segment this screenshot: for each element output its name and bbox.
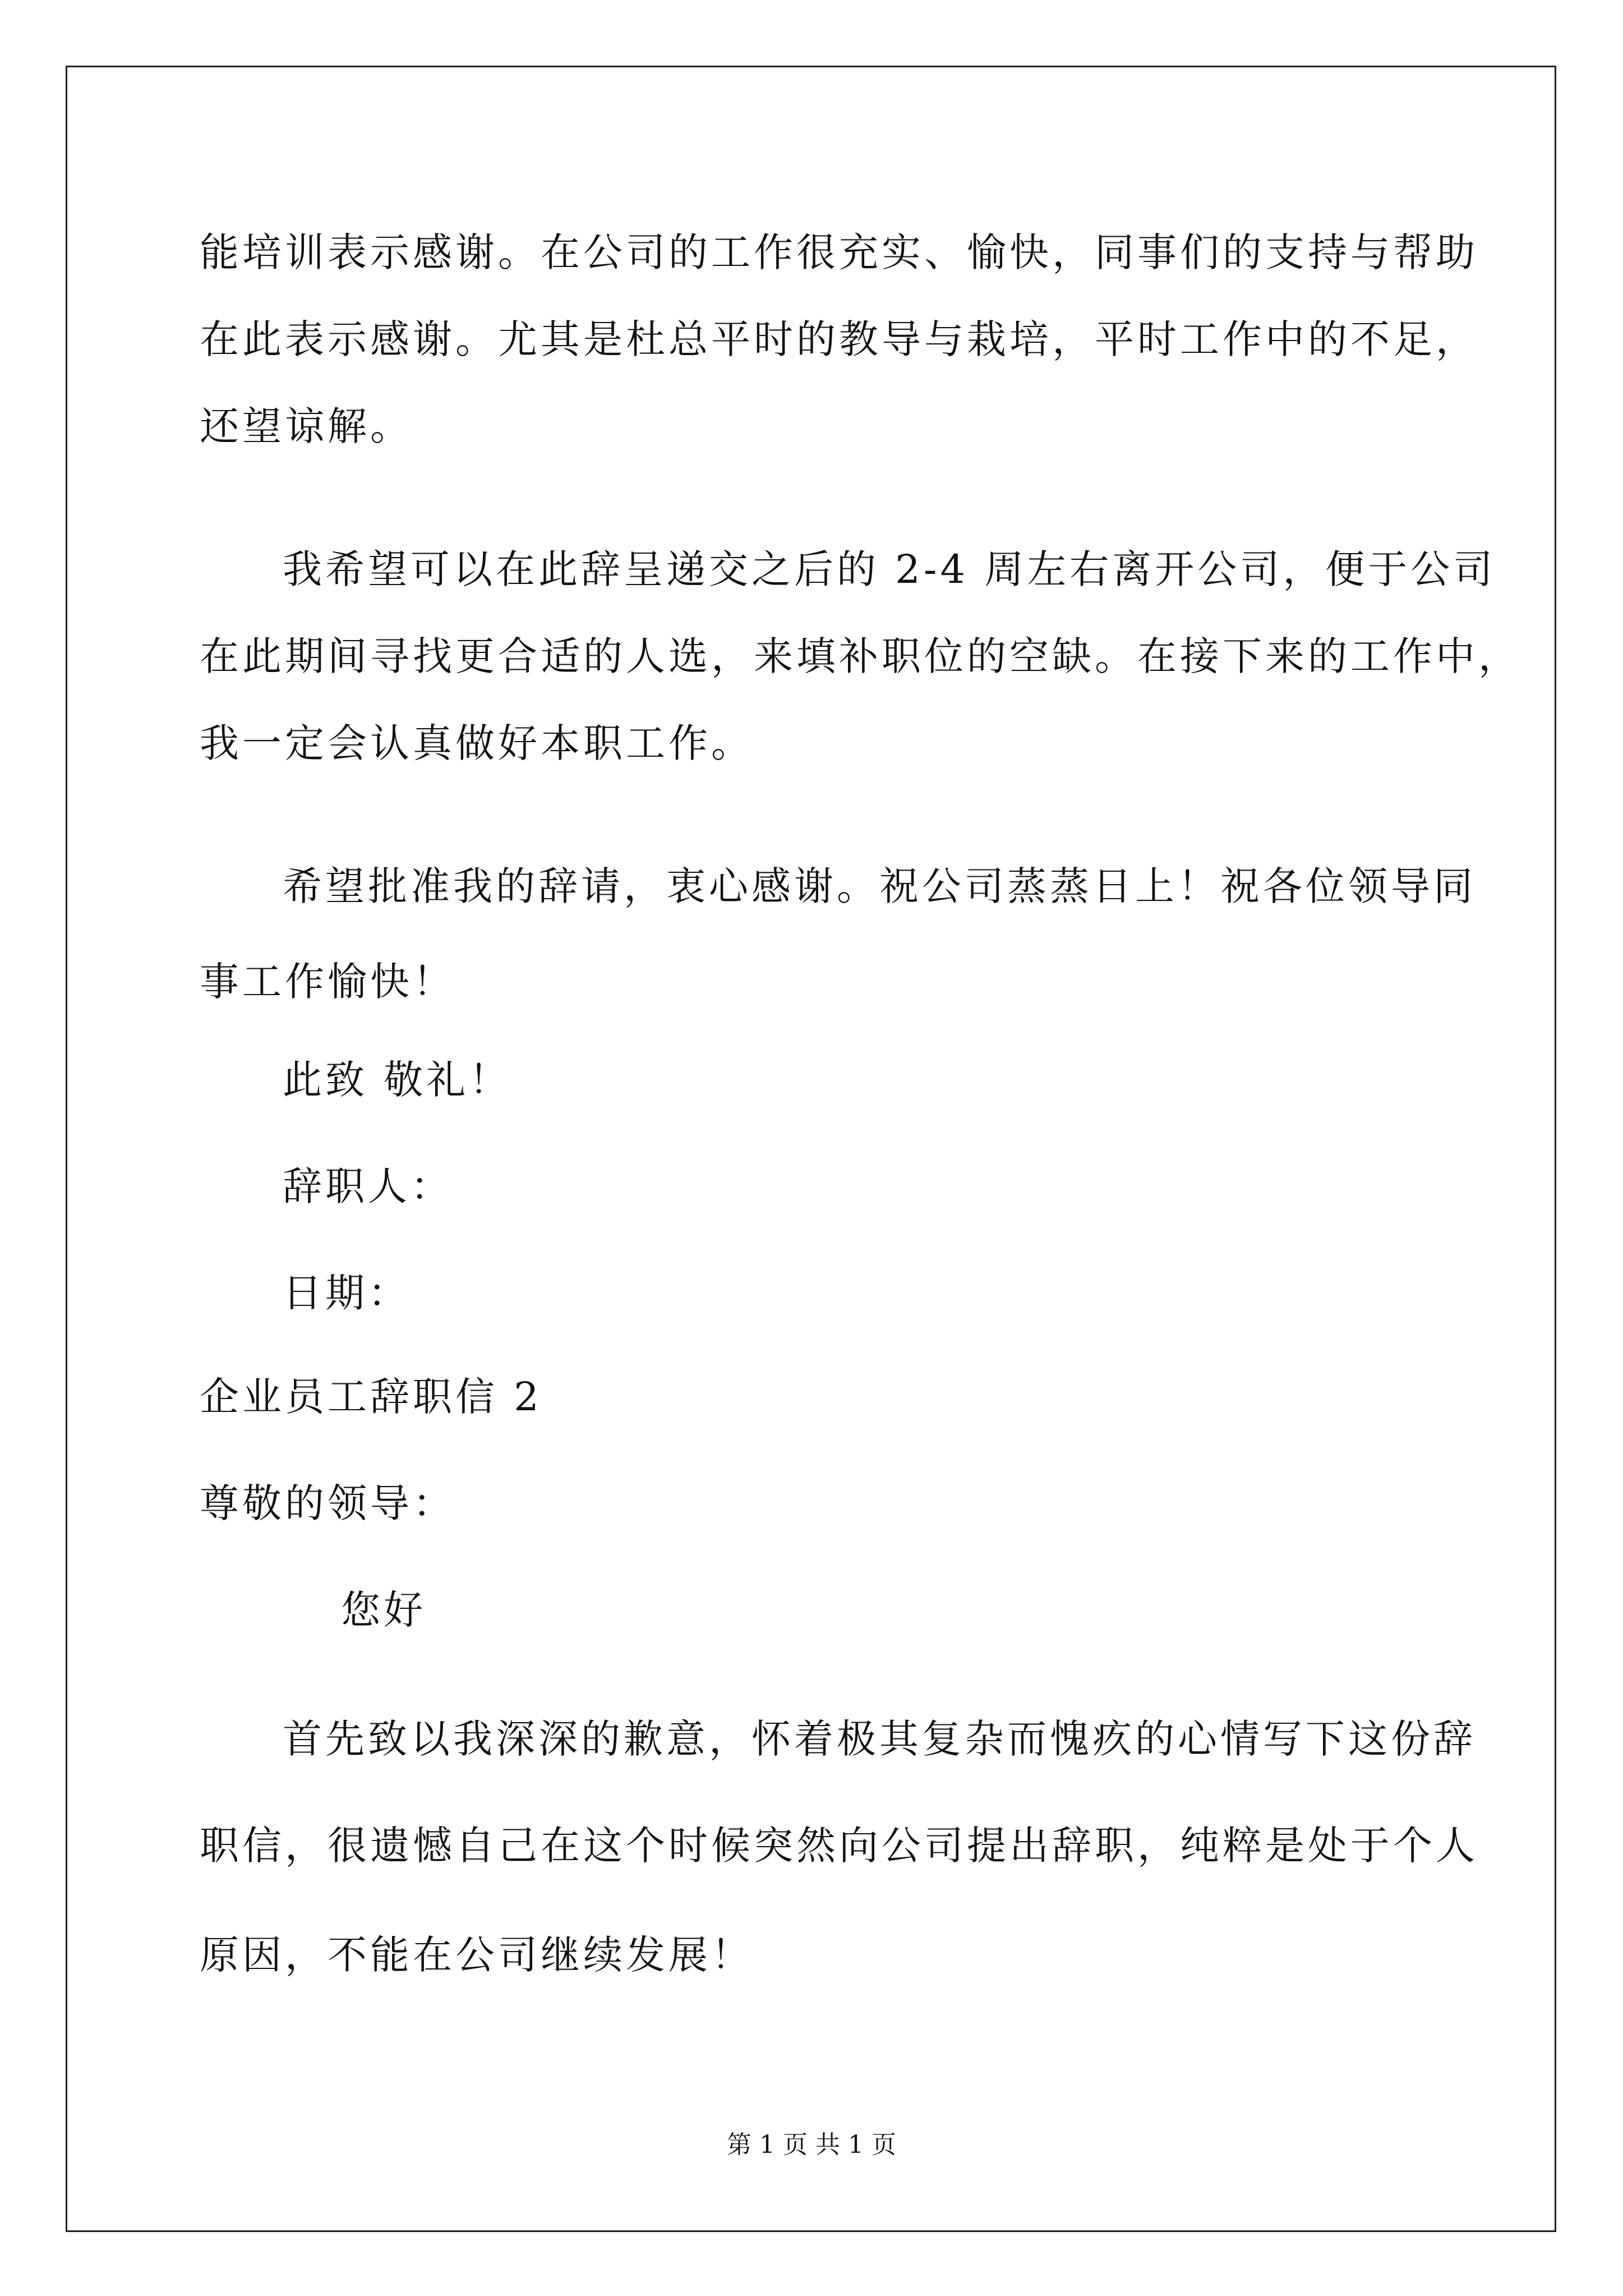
body-line-5: 在此期间寻找更合适的人选，来填补职位的空缺。在接下来的工作中， <box>200 633 1521 679</box>
hello-line: 您好 <box>341 1587 426 1633</box>
body-line-2: 在此表示感谢。尤其是杜总平时的教导与栽培，平时工作中的不足， <box>200 316 1478 362</box>
body-line-10: 职信，很遗憾自己在这个时候突然向公司提出辞职，纯粹是处于个人 <box>200 1823 1478 1869</box>
greeting: 尊敬的领导： <box>200 1480 455 1526</box>
body-line-11: 原因，不能在公司继续发展！ <box>200 1932 754 1978</box>
body-line-8: 事工作愉快！ <box>200 959 455 1005</box>
closing-salutation: 此致 敬礼！ <box>283 1057 512 1103</box>
body-line-7: 希望批准我的辞请，衷心感谢。祝公司蒸蒸日上！祝各位领导同 <box>283 863 1476 909</box>
page-number-footer: 第 1 页 共 1 页 <box>727 2131 896 2159</box>
body-line-1: 能培训表示感谢。在公司的工作很充实、愉快，同事们的支持与帮助 <box>200 229 1478 275</box>
body-line-4: 我希望可以在此辞呈递交之后的 2-4 周左右离开公司，便于公司 <box>283 546 1496 592</box>
body-line-3: 还望谅解。 <box>200 403 413 449</box>
body-line-9: 首先致以我深深的歉意，怀着极其复杂而愧疚的心情写下这份辞 <box>283 1716 1476 1762</box>
page-border <box>66 66 1556 2232</box>
signer-label: 辞职人： <box>283 1163 453 1209</box>
section-title: 企业员工辞职信 2 <box>200 1374 542 1420</box>
body-line-6: 我一定会认真做好本职工作。 <box>200 720 754 766</box>
date-label: 日期： <box>283 1270 411 1316</box>
